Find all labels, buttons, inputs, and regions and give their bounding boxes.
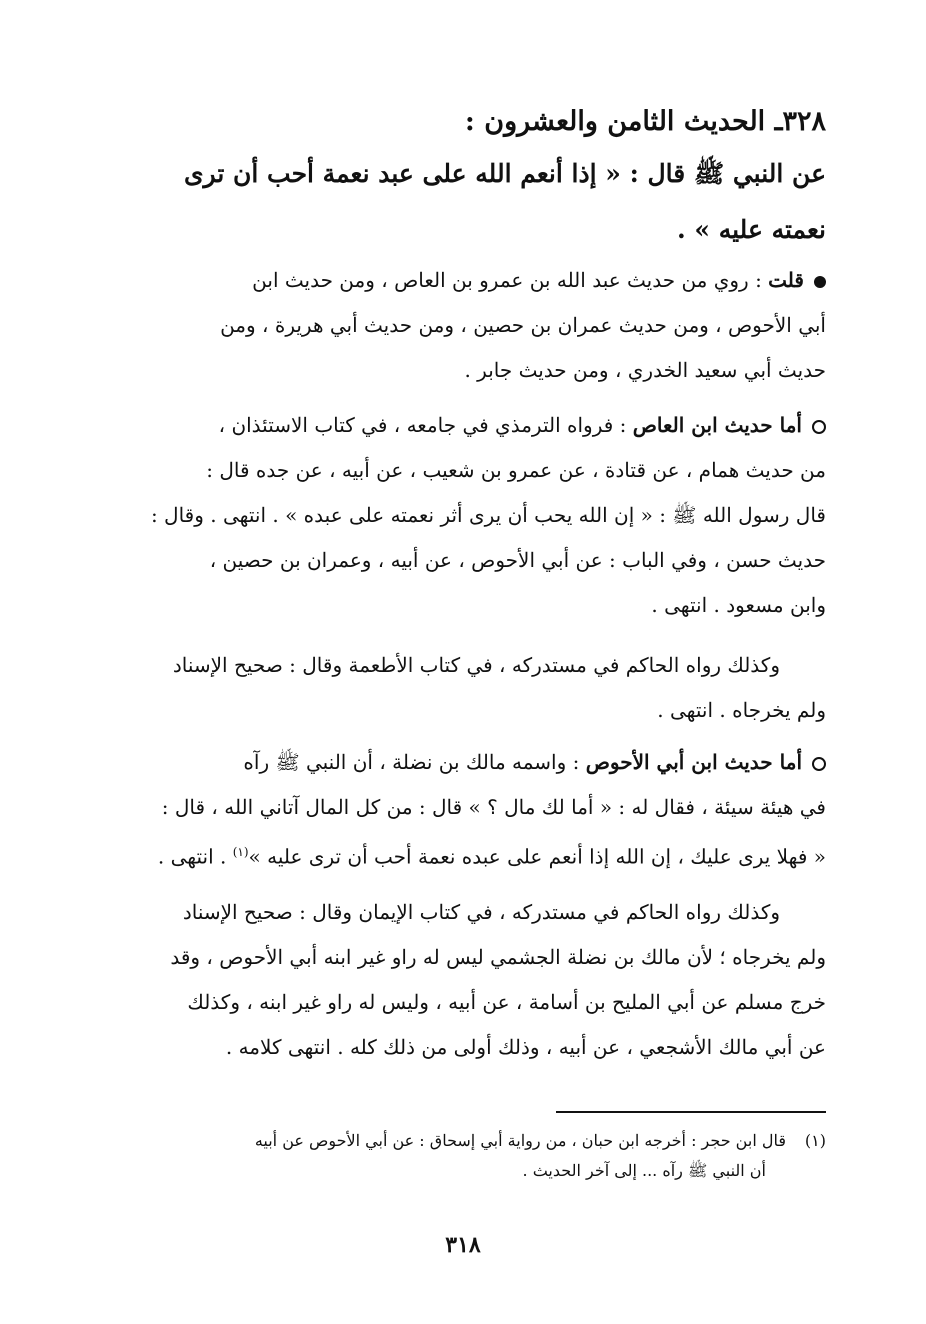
paragraph-qultu: [100, 258, 826, 393]
footnote-line: [100, 1126, 826, 1156]
paragraph-line: [100, 403, 826, 448]
footnote-reference[interactable]: (١): [232, 845, 249, 859]
paragraph-line: عن أبي مالك الأشجعي ، عن أبيه ، وذلك أولى من ذلك كله . انتهى كلامه .: [225, 1035, 826, 1059]
paragraph-line: خرج مسلم عن أبي المليح بن أسامة ، عن أبيه ، وليس له راو غير ابنه ، وكذلك: [187, 990, 826, 1014]
paragraph-line: وابن مسعود . انتهى .: [651, 593, 826, 617]
paragraph-text: : واسمه مالك بن نضلة ، أن النبي ﷺ رآه: [243, 750, 580, 774]
paragraph-line: في هيئة سيئة ، فقال له : « أما لك مال ؟ » قال : من كل المال آتاني الله ، قال :: [161, 795, 826, 819]
hadith-text: [100, 146, 826, 258]
paragraph-label: أما حديث ابن العاص: [632, 413, 802, 437]
hadith-line-1: عن النبي ﷺ قال : « إذا أنعم الله على عبد نعمة أحب أن ترى: [183, 159, 826, 188]
paragraph-label: أما حديث ابن أبي الأحوص: [585, 750, 802, 774]
paragraph-text: « فهلا يرى عليك ، إن الله إذا أنعم على عبده نعمة أحب أن ترى عليه »: [248, 844, 826, 869]
footnote: [100, 1126, 826, 1186]
paragraph-line: من حديث همام ، عن قتادة ، عن عمرو بن شعيب ، عن أبيه ، عن جده قال :: [206, 458, 826, 482]
hadith-title: [100, 96, 826, 148]
paragraph-hakim-2: [100, 890, 826, 1070]
paragraph-line: [100, 740, 826, 785]
paragraph-line: [100, 830, 826, 880]
paragraph-hakim-1: [100, 643, 826, 733]
paragraph-line: ولم يخرجاه ؛ لأن مالك بن نضلة الجشمي ليس له راو غير ابنه أبي الأحوص ، وقد: [170, 945, 826, 969]
paragraph-line: أبي الأحوص ، ومن حديث عمران بن حصين ، ومن حديث أبي هريرة ، ومن: [220, 313, 826, 337]
bullet-icon: [814, 276, 826, 288]
paragraph-line: حديث أبي سعيد الخدري ، ومن حديث جابر .: [464, 358, 826, 382]
paragraph-line: قال رسول الله ﷺ : « إن الله يحب أن يرى أثر نعمته على عبده » . انتهى . وقال :: [150, 503, 826, 527]
footnote-text: قال ابن حجر : أخرجه ابن حبان ، من رواية أبي إسحاق : عن أبي الأحوص عن أبيه: [254, 1131, 786, 1150]
circle-icon: [812, 420, 826, 434]
paragraph-text: : روي من حديث عبد الله بن عمرو بن العاص ، ومن حديث ابن: [252, 268, 762, 292]
page-number: ٣١٨: [445, 1232, 481, 1258]
paragraph-text: . انتهى .: [157, 844, 227, 869]
paragraph-label: قلت: [768, 268, 804, 292]
title-text: ٣٢٨ـ الحديث الثامن والعشرون :: [464, 106, 826, 137]
paragraph-line: [100, 258, 826, 303]
paragraph-ibn-al-as: [100, 403, 826, 628]
circle-icon: [812, 757, 826, 771]
paragraph-line: حديث حسن ، وفي الباب : عن أبي الأحوص ، عن أبيه ، وعمران بن حصين ،: [209, 548, 826, 572]
paragraph-text: : فرواه الترمذي في جامعه ، في كتاب الاستئذان ،: [218, 413, 627, 437]
paragraph-line: ولم يخرجاه . انتهى .: [657, 698, 826, 722]
paragraph-line: وكذلك رواه الحاكم في مستدركه ، في كتاب الأطعمة وقال : صحيح الإسناد: [172, 653, 780, 677]
paragraph-abi-al-ahwas: [100, 740, 826, 880]
footnote-number: (١): [804, 1131, 826, 1150]
hadith-line-2: نعمته عليه » .: [677, 215, 826, 244]
footnote-divider: [556, 1111, 826, 1113]
footnote-line: أن النبي ﷺ رآه ... إلى آخر الحديث .: [522, 1161, 766, 1180]
paragraph-line: وكذلك رواه الحاكم في مستدركه ، في كتاب الإيمان وقال : صحيح الإسناد: [182, 900, 780, 924]
